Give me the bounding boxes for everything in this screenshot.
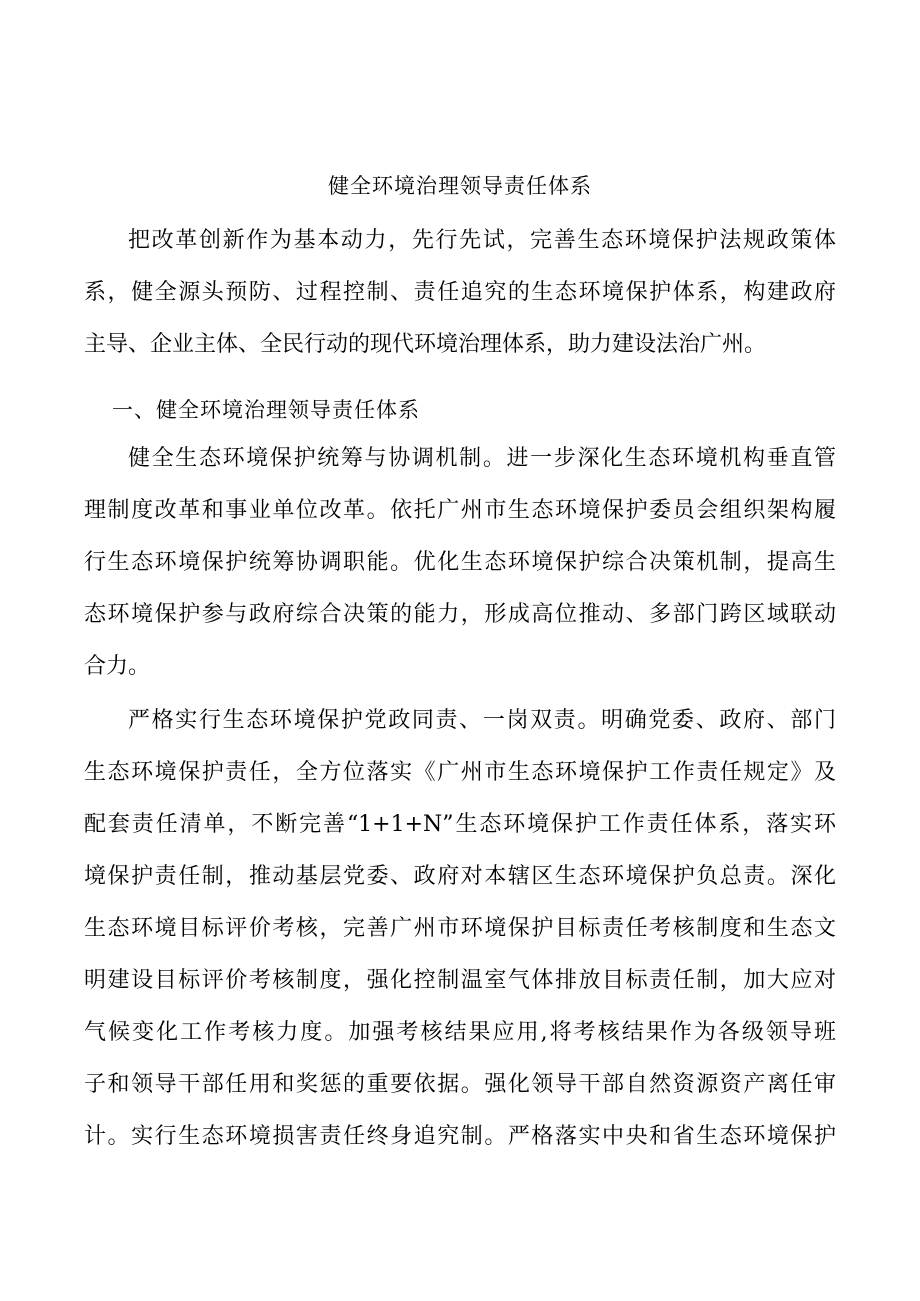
- para1-line-4: 态环境保护参与政府综合决策的能力，形成高位推动、多部门跨区域联动: [84, 602, 836, 627]
- document-title: 健全环境治理领导责任体系: [328, 174, 592, 198]
- para2-line-9: 计。实行生态环境损害责任终身追究制。严格落实中央和省生态环境保护: [84, 1124, 836, 1149]
- para2-line-5: 生态环境目标评价考核，完善广州市环境保护目标责任考核制度和生态文: [84, 916, 836, 941]
- intro-line-1: 把改革创新作为基本动力，先行先试，完善生态环境保护法规政策体: [128, 228, 836, 253]
- para2-line-4: 境保护责任制，推动基层党委、政府对本辖区生态环境保护负总责。深化: [84, 864, 836, 889]
- para1-line-5: 合力。: [84, 654, 151, 679]
- intro-line-2: 系，健全源头预防、过程控制、责任追究的生态环境保护体系，构建政府: [84, 280, 836, 305]
- para2-line-1: 严格实行生态环境保护党政同责、一岗双责。明确党委、政府、部门: [128, 708, 836, 733]
- para2-line-8: 子和领导干部任用和奖惩的重要依据。强化领导干部自然资源资产离任审: [84, 1072, 836, 1097]
- para1-line-1: 健全生态环境保护统筹与协调机制。进一步深化生态环境机构垂直管: [128, 446, 836, 471]
- para2-line-7: 气候变化工作考核力度。加强考核结果应用,将考核结果作为各级领导班: [84, 1020, 836, 1045]
- para1-line-2: 理制度改革和事业单位改革。依托广州市生态环境保护委员会组织架构履: [84, 498, 836, 523]
- para2-line-3: 配套责任清单，不断完善“1+1+N”生态环境保护工作责任体系，落实环: [84, 812, 836, 837]
- para2-line-2: 生态环境保护责任，全方位落实《广州市生态环境保护工作责任规定》及: [84, 760, 836, 785]
- section-heading: 一、健全环境治理领导责任体系: [112, 398, 420, 422]
- para1-line-3: 行生态环境保护统筹协调职能。优化生态环境保护综合决策机制，提高生: [84, 550, 836, 575]
- intro-line-3: 主导、企业主体、全民行动的现代环境治理体系，助力建设法治广州。: [84, 332, 767, 357]
- para2-line-6: 明建设目标评价考核制度，强化控制温室气体排放目标责任制，加大应对: [84, 968, 836, 993]
